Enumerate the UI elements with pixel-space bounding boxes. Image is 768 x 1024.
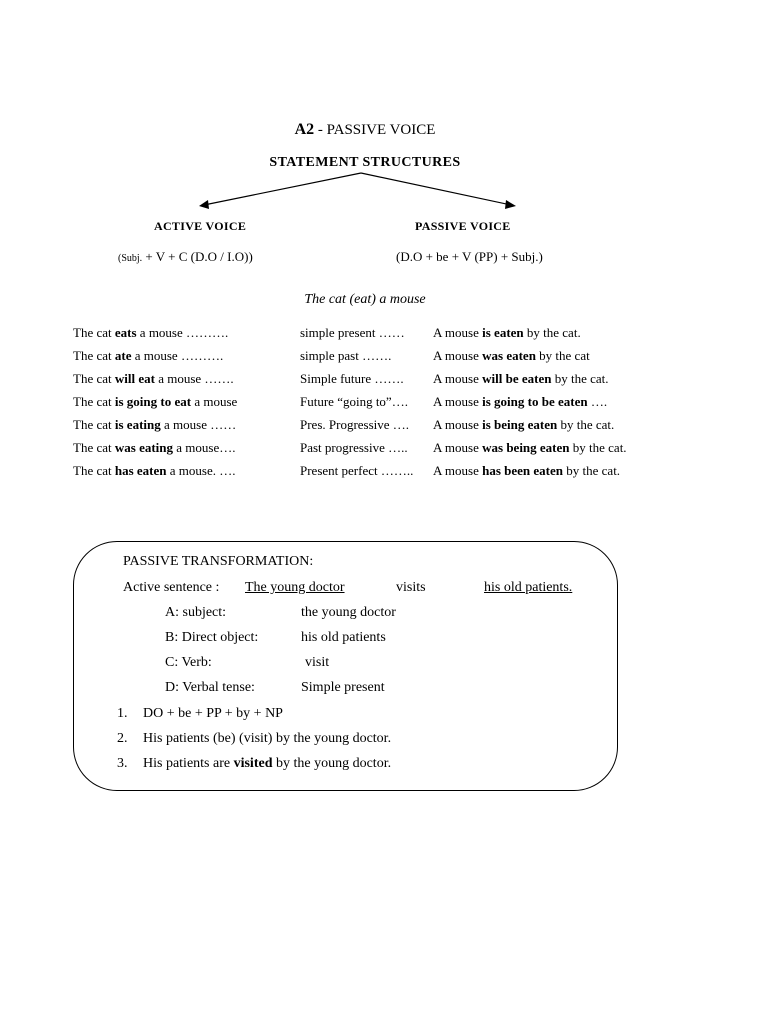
active-sentence	[73, 440, 235, 456]
part-value: the young doctor	[301, 605, 396, 620]
passive-sentence	[433, 371, 609, 387]
step-text	[143, 756, 391, 772]
table-row	[0, 440, 768, 460]
active-text-pre: The cat	[73, 371, 115, 386]
active-sentence	[73, 348, 223, 364]
tense-name: simple past …….	[300, 348, 392, 363]
passive-text-post: by the cat.	[569, 440, 627, 455]
active-voice-heading: ACTIVE VOICE	[154, 219, 247, 233]
active-sentence	[73, 394, 237, 410]
arrow-right-head	[505, 200, 516, 209]
table-row	[0, 348, 768, 368]
part-value: his old patients	[301, 630, 386, 645]
tense-name: Past progressive …..	[300, 440, 408, 455]
step-text-post: by the young doctor.	[272, 756, 392, 771]
active-text-pre: The cat	[73, 440, 115, 455]
active-sentence-label: Active sentence :	[123, 580, 220, 595]
passive-sentence	[433, 394, 607, 410]
passive-voice-heading: PASSIVE VOICE	[415, 219, 511, 233]
passive-verb-form: was eaten	[482, 348, 536, 363]
passive-text-pre: A mouse	[433, 394, 483, 409]
title-code: A2	[294, 121, 315, 138]
active-formula-rest: + V + C (D.O / I.O))	[142, 249, 253, 264]
step-text-bold: visited	[233, 756, 273, 771]
active-text-pre: The cat	[73, 394, 115, 409]
active-verb-form: is going to eat	[114, 394, 192, 409]
passive-text-pre: A mouse	[433, 463, 483, 478]
table-row	[0, 325, 768, 345]
arrow-left-line	[204, 173, 361, 205]
part-label: B: Direct object:	[165, 630, 259, 645]
subtitle: STATEMENT STRUCTURES	[269, 155, 461, 170]
tense-name: Simple future …….	[300, 371, 404, 386]
active-object: his old patients.	[484, 580, 573, 595]
title-text: PASSIVE VOICE	[326, 122, 436, 138]
active-text-post: a mouse ……….	[136, 325, 229, 340]
passive-sentence	[433, 463, 620, 479]
active-verb-form: is eating	[114, 417, 161, 432]
passive-text-post: by the cat	[535, 348, 590, 363]
active-text-post: a mouse	[191, 394, 238, 409]
arrow-left-head	[199, 200, 209, 209]
arrow-right-line	[361, 173, 511, 205]
active-sentence	[73, 325, 228, 341]
passive-verb-form: has been eaten	[482, 463, 564, 478]
part-value: Simple present	[301, 680, 385, 695]
part-label: A: subject:	[165, 605, 227, 620]
step-number: 2.	[117, 731, 128, 746]
step-text-pre: DO + be + PP + by + NP	[143, 706, 283, 721]
active-sentence	[73, 417, 236, 433]
passive-verb-form: is being eaten	[482, 417, 558, 432]
active-verb: visits	[396, 580, 426, 595]
active-text-post: a mouse …….	[154, 371, 234, 386]
example-sentence: The cat (eat) a mouse	[304, 292, 426, 307]
active-sentence	[73, 371, 234, 387]
table-row	[0, 371, 768, 391]
transformation-box	[73, 541, 618, 791]
active-text-pre: The cat	[73, 463, 115, 478]
passive-verb-form: was being eaten	[482, 440, 570, 455]
active-subject: The young doctor	[245, 580, 345, 595]
active-verb-form: has eaten	[114, 463, 167, 478]
passive-verb-form: is eaten	[482, 325, 524, 340]
step-number: 1.	[117, 706, 128, 721]
active-text-post: a mouse ……….	[131, 348, 224, 363]
step-text	[143, 731, 391, 747]
passive-verb-form: is going to be eaten	[482, 394, 588, 409]
active-sentence	[73, 463, 235, 479]
passive-text-post: ….	[587, 394, 608, 409]
passive-text-pre: A mouse	[433, 417, 483, 432]
tense-name: simple present ……	[300, 325, 405, 340]
active-text-pre: The cat	[73, 417, 115, 432]
passive-verb-form: will be eaten	[482, 371, 552, 386]
active-text-pre: The cat	[73, 348, 115, 363]
active-text-post: a mouse….	[173, 440, 236, 455]
tense-name: Pres. Progressive ….	[300, 417, 410, 432]
active-formula	[118, 249, 253, 265]
active-formula-prefix: (Subj.	[118, 253, 143, 264]
passive-text-pre: A mouse	[433, 348, 483, 363]
box-heading: PASSIVE TRANSFORMATION:	[123, 554, 314, 569]
active-text-post: a mouse ……	[160, 417, 237, 432]
passive-text-post: by the cat.	[557, 417, 615, 432]
passive-sentence	[433, 348, 590, 364]
passive-text-pre: A mouse	[433, 325, 483, 340]
step-text-pre: His patients (be) (visit) by the young doctor.	[143, 731, 392, 746]
part-label: C: Verb:	[165, 655, 212, 670]
table-row	[0, 394, 768, 414]
passive-text-post: by the cat.	[523, 325, 581, 340]
active-verb-form: will eat	[114, 371, 155, 386]
title-separator: -	[314, 122, 327, 138]
table-row	[0, 463, 768, 483]
active-verb-form: eats	[114, 325, 137, 340]
tense-name: Future “going to”….	[300, 394, 408, 409]
passive-text-post: by the cat.	[563, 463, 621, 478]
passive-text-pre: A mouse	[433, 371, 483, 386]
part-label: D: Verbal tense:	[165, 680, 255, 695]
branch-arrows	[0, 0, 768, 260]
passive-sentence	[433, 417, 614, 433]
passive-text-post: by the cat.	[551, 371, 609, 386]
active-verb-form: was eating	[114, 440, 174, 455]
active-text-post: a mouse. ….	[166, 463, 236, 478]
passive-sentence	[433, 325, 581, 341]
active-verb-form: ate	[114, 348, 132, 363]
step-text	[143, 706, 283, 722]
part-value: visit	[305, 655, 330, 670]
active-text-pre: The cat	[73, 325, 115, 340]
step-number: 3.	[117, 756, 128, 771]
passive-sentence	[433, 440, 627, 456]
passive-formula: (D.O + be + V (PP) + Subj.)	[396, 249, 543, 264]
step-text-pre: His patients are	[143, 756, 234, 771]
table-row	[0, 417, 768, 437]
passive-text-pre: A mouse	[433, 440, 483, 455]
tense-name: Present perfect ……..	[300, 463, 414, 478]
